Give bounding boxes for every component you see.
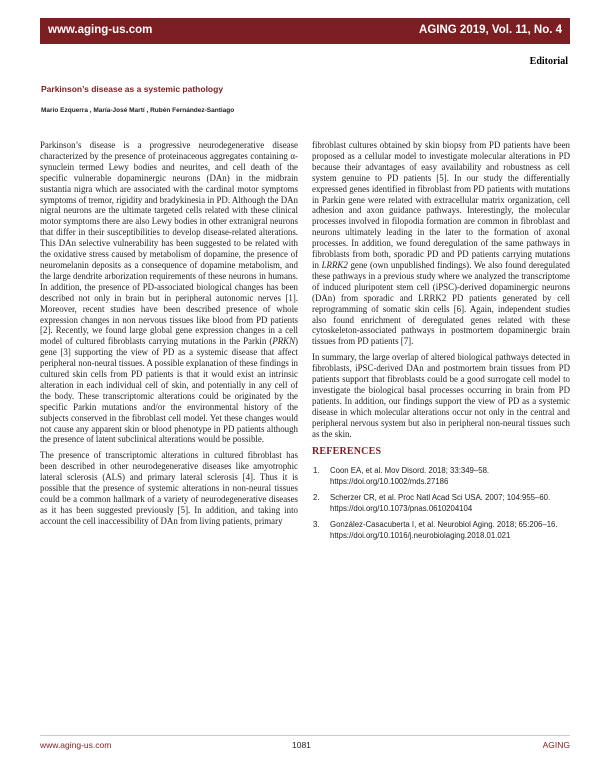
reference-item: 3. González-Casacuberta I, et al. Neurobiol Aging. 2018; 65:206–16. https://doi.org/10.1016/j.neurobiolaging.2018.01.021 (313, 520, 558, 540)
references-list (312, 466, 570, 541)
article-title: Parkinson’s disease as a systemic pathology (41, 84, 224, 94)
gene-name: PRKN (272, 336, 296, 347)
page-number: 1081 (292, 740, 311, 750)
header-journal-issue: AGING 2019, Vol. 11, No. 4 (419, 24, 562, 36)
gene-name: LRRK2 (321, 259, 348, 270)
header-website[interactable]: www.aging-us.com (48, 24, 153, 36)
references-heading: REFERENCES (312, 446, 382, 458)
footer-journal: AGING (542, 740, 570, 750)
body-paragraph: Parkinson’s disease is a progressive neurodegenerative disease characterized by the presence of proteinaceous aggregates containing α-synuclein termed Lewy bodies and neurites, and cell death of the specific vulnerable dopaminergic neurons (DAn) in the midbrain sustantia nigra which are associated with the cardinal motor symptoms symptoms of tremor, rigidity and bradykinesia in PD. Although the DAn nigral neurons are the ultimate targeted cells related with these clinical motor symptoms there are also Lewy bodies in other extranigral neurons that differ in their susceptibilities to develop disease-related alterations. This DAn selective vulnerability has been suggested to be related with the oxidative stress caused by metabolism of dopamine, the presence of neuromelanin deposits as a consequence of dopamine metabolism, and the large dendrite arborization requirements of these neurons in humans. In addition, the presence of PD-associated biological changes has been described not only in brain but in peripheral autonomic nerves [1]. Moreover, recent studies have been described presence of whole expression changes in non nervous tissues like blood from PD patients [2]. Recently, we found large global gene expression changes in a cell model of cultured fibroblasts carrying mutations in the Parkin (PRKN) gene [3] supporting the view of PD as a systemic disease that affect peripheral non-neural tissues. A possible explanation of these findings in cultured skin cells from PD patients is that it would exist an intrinsic alteration in each individual cell of skin, and potentially in any cell of the body. These transcriptomic alterations could be originated by the specific Parkin mutations and/or the environmental history of the subjects conserved in the fibroblast cell model. Yet these changes would not cause any apparent skin or blood phenotype in PD patients although the presence of latent subclinical alterations would be possible. (40, 140, 298, 445)
footer-divider (40, 735, 570, 736)
body-paragraph: The presence of transcriptomic alterations in cultured fibroblast has been described in other neurodegenerative diseases like amyotrophic lateral sclerosis (ALS) and primary lateral sclerosis [4]. Thus it is possible that the presence of systemic alterations in non-neural tissues could be a common hallmark of a variety of neurodegenerative diseases as it has been suggested previously [5]. In addition, and taking into account the cell inaccessibility of DAn from living patients, primary (40, 450, 298, 526)
left-column (40, 140, 298, 532)
journal-header-bar (40, 18, 570, 44)
right-column (312, 140, 570, 547)
reference-item: 2. Scherzer CR, et al. Proc Natl Acad Sci USA. 2007; 104:955–60. https://doi.org/10.1073/pnas.0610204104 (313, 493, 551, 513)
footer-website[interactable]: www.aging-us.com (40, 740, 112, 750)
reference-item: 1. Coon EA, et al. Mov Disord. 2018; 33:349–58. https://doi.org/10.1002/mds.27186 (313, 466, 490, 486)
article-authors: Mario Ezquerra , María-José Martí , Rubén Fernández-Santiago (41, 107, 235, 114)
article-type: Editorial (529, 56, 568, 67)
page-footer (40, 740, 570, 756)
body-paragraph: In summary, the large overlap of altered biological pathways detected in fibroblasts, iPSC-derived DAn and postmortem brain tissues from PD patients support that fibroblasts could be a good surrogate cell model to investigate the biological basal processes occurring in brain from PD patients. In addition, our findings support the view of PD as a systemic disease in which molecular alterations occur not only in the central and peripheral nervous system but also in peripheral non-neural tissues such as the skin. (312, 352, 570, 439)
body-paragraph: fibroblast cultures obtained by skin biopsy from PD patients have been proposed as a cellular model to investigate molecular alterations in PD because their advantages of easy availability and robustness as cell system genuine to PD patients [5]. In our study the differentially expressed genes identified in fibroblast from PD patients with mutations in Parkin gene were related with extracellular matrix organization, cell adhesion and axon guidance pathways. Interestingly, the molecular processes involved in filopodia formation are common in fibroblast and neurons ultimately leading in the later to the formation of axonal processes. In addition, we found deregulation of the same pathways in fibroblasts from both, sporadic PD and PD patients carrying mutations in LRRK2 gene (own unpublished findings). We also found deregulated these pathways in a previous study where we analyzed the transcriptome of induced pluripotent stem cell (iPSC)-derived dopaminergic neurons (DAn) from sporadic and LRRK2 PD patients generated by cell reprogramming of somatic skin cells [6]. Again, independent studies also found enrichment of deregulated genes related with these cytoskeleton-associated pathways in postmortem dopaminergic brain tissues from PD patients [7]. (312, 140, 570, 347)
